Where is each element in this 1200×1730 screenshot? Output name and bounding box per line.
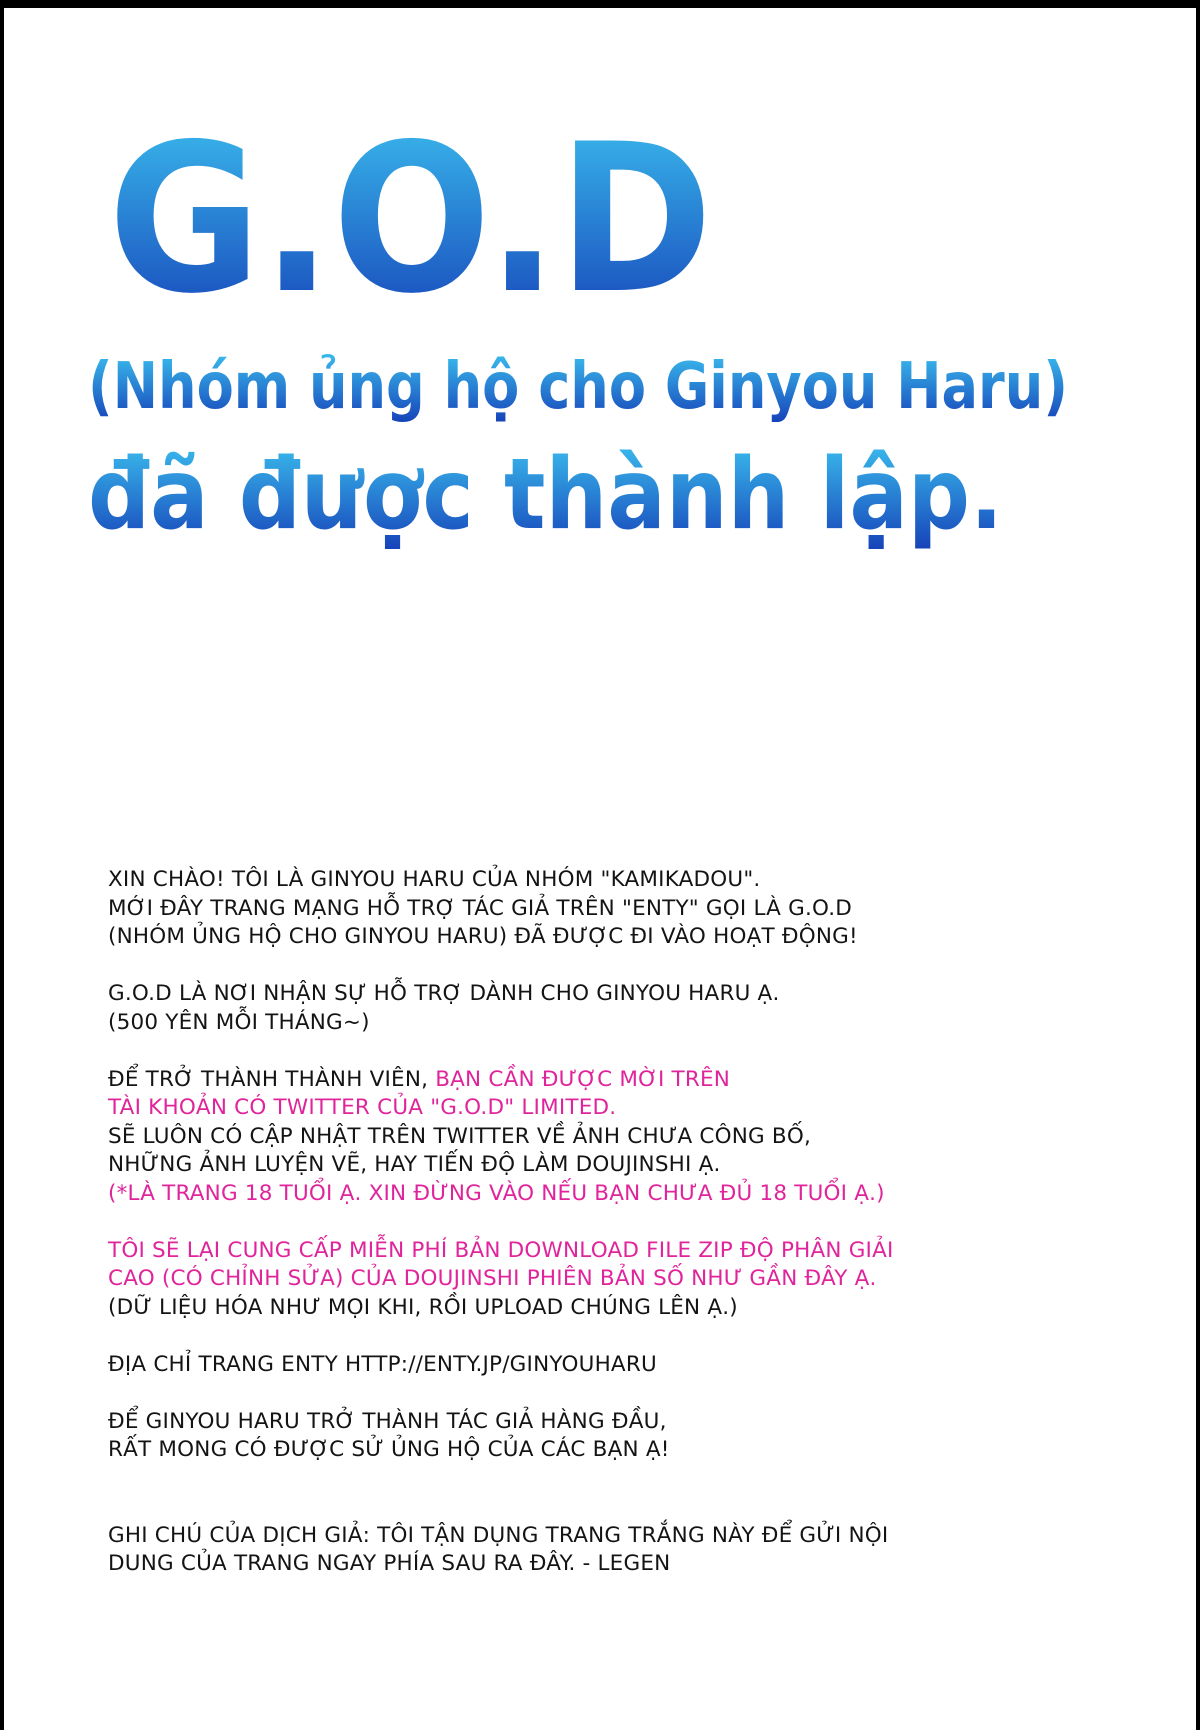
text-line (108, 1066, 1108, 1095)
headline (4, 8, 1196, 568)
age-warning: (*LÀ TRANG 18 TUỔI Ạ. XIN ĐỪNG VÀO NẾU BẠN CHƯA ĐỦ 18 TUỔI Ạ.) (108, 1180, 885, 1206)
text-line: G.O.D LÀ NƠI NHẬN SỰ HỖ TRỢ DÀNH CHO GINYOU HARU Ạ. (108, 981, 780, 1006)
text-line: (500 YÊN MỖI THÁNG~) (108, 1009, 370, 1035)
paragraph-membership (108, 1066, 1108, 1209)
headline-line-3: đã được thành lập. (88, 438, 1003, 552)
paragraph-greeting (108, 866, 1108, 952)
text-line: NHỮNG ẢNH LUYỆN VẼ, HAY TIẾN ĐỘ LÀM DOUJINSHI Ạ. (108, 1152, 721, 1177)
text-line: DUNG CỦA TRANG NGAY PHÍA SAU RA ĐÂY. - LEGEN (108, 1551, 671, 1576)
headline-line-2: (Nhóm ủng hộ cho Ginyou Haru) (88, 350, 1068, 424)
text-line: SẼ LUÔN CÓ CẬP NHẬT TRÊN TWITTER VỀ ẢNH CHƯA CÔNG BỐ, (108, 1123, 812, 1149)
highlight-text: TÔI SẼ LẠI CUNG CẤP MIỄN PHÍ BẢN DOWNLOAD FILE ZIP ĐỘ PHÂN GIẢI (108, 1237, 894, 1263)
paragraph-download (108, 1237, 1108, 1323)
highlight-text: BẠN CẦN ĐƯỢC MỜI TRÊN (435, 1066, 731, 1092)
paragraph-support (108, 980, 1108, 1037)
text-line: (NHÓM ỦNG HỘ CHO GINYOU HARU) ĐÃ ĐƯỢC ĐI VÀO HOẠT ĐỘNG! (108, 924, 858, 949)
text-line: XIN CHÀO! TÔI LÀ GINYOU HARU CỦA NHÓM "KAMIKADOU". (108, 867, 761, 892)
highlight-text: CAO (CÓ CHỈNH SỬA) CỦA DOUJINSHI PHIÊN BẢN SỐ NHƯ GẦN ĐÂY Ạ. (108, 1266, 877, 1291)
document-sheet (4, 8, 1196, 1730)
text-line: GHI CHÚ CỦA DỊCH GIẢ: TÔI TẬN DỤNG TRANG TRẮNG NÀY ĐỂ GỬI NỘI (108, 1522, 889, 1548)
text-line: MỚI ĐÂY TRANG MẠNG HỖ TRỢ TÁC GIẢ TRÊN "ENTY" GỌI LÀ G.O.D (108, 895, 853, 921)
text-line: ĐỂ GINYOU HARU TRỞ THÀNH TÁC GIẢ HÀNG ĐẦU, (108, 1408, 667, 1434)
text-segment: ĐỂ TRỞ THÀNH THÀNH VIÊN, (108, 1066, 436, 1092)
headline-art (4, 8, 1196, 568)
body-text (108, 866, 1108, 1607)
paragraph-closing (108, 1408, 1108, 1465)
paragraph-address (108, 1351, 1108, 1380)
translator-note (108, 1522, 1108, 1579)
enty-address: ĐỊA CHỈ TRANG ENTY HTTP://ENTY.JP/GINYOUHARU (108, 1351, 657, 1377)
highlight-text: TÀI KHOẢN CÓ TWITTER CỦA "G.O.D" LIMITED. (108, 1095, 617, 1120)
text-line: (DỮ LIỆU HÓA NHƯ MỌI KHI, RỒI UPLOAD CHÚNG LÊN Ạ.) (108, 1294, 738, 1320)
headline-logo: G.O.D (108, 101, 713, 339)
text-line: RẤT MONG CÓ ĐƯỢC SỬ ỦNG HỘ CỦA CÁC BẠN Ạ! (108, 1437, 670, 1462)
